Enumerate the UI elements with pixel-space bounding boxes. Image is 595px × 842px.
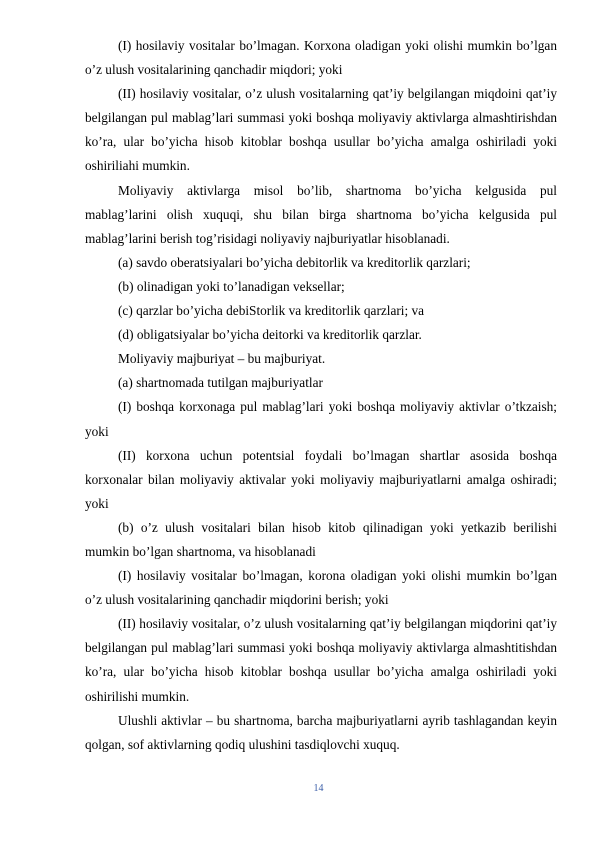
paragraph-12: (b) o’z ulush vositalari bilan hisob kitob qilinadigan yoki yetkazib berilishi mumkin bo’lgan shartnoma, va hisoblanadi bbox=[85, 519, 557, 559]
page-number: 14 bbox=[313, 783, 324, 794]
paragraph-7: (d) obligatsiyalar bo’yicha deitorki va kreditorlik qarzlar. bbox=[118, 327, 422, 343]
paragraph-9: (a) shartnomada tutilgan majburiyatlar bbox=[118, 375, 323, 391]
paragraph-11: (II) korxona uchun potentsial foydali bo’lmagan shartlar asosida boshqa korxonalar bilan moliyaviy aktivalar yoki moliyaviy majburiyatlarni amalga oshiradi; yoki bbox=[85, 447, 557, 511]
paragraph-10: (I) boshqa korxonaga pul mablag’lari yoki boshqa moliyaviy aktivlar o’tkzaish; yoki bbox=[85, 399, 557, 439]
paragraph-5: (b) olinadigan yoki to’lanadigan veksellar; bbox=[118, 278, 345, 294]
paragraph-1: (I) hosilaviy vositalar bo’lmagan. Korxona oladigan yoki olishi mumkin bo’lgan o’z ulush vositalarining qanchadir miqdori; yoki bbox=[85, 38, 557, 78]
paragraph-4: (a) savdo oberatsiyalari bo’yicha debitorlik va kreditorlik qarzlari; bbox=[118, 254, 471, 270]
paragraph-6: (c) qarzlar bo’yicha debiStorlik va kreditorlik qarzlari; va bbox=[118, 303, 425, 319]
paragraph-3: Moliyaviy aktivlarga misol bo’lib, shartnoma bo’yicha kelgusida pul mablag’larini olish xuquqi, shu bilan birga shartnoma bo’yicha kelgusida pul mablag’larini berish tog’risidagi noliyaviy najburiyatlar hisoblanadi. bbox=[85, 182, 557, 246]
paragraph-14: (II) hosilaviy vositalar, o’z ulush vositalarning qat’iy belgilangan miqdorini qat’iy belgilangan pul mablag’lari summasi yoki boshqa moliyaviy aktivlarga almashtitishdan ko’ra, ular bo’yicha hisob kitoblar boshqa usullar bo’yicha amalga oshiriladi yoki oshirilishi mumkin. bbox=[85, 616, 557, 704]
paragraph-13: (I) hosilaviy vositalar bo’lmagan, korona oladigan yoki olishi mumkin bo’lgan o’z ulush vositalarining qanchadir miqdorini berish; yoki bbox=[85, 568, 557, 608]
body-text bbox=[85, 34, 557, 757]
paragraph-2: (II) hosilaviy vositalar, o’z ulush vositalarning qat’iy belgilangan miqdoini qat’iy belgilangan pul mablag’lari summasi yoki boshqa moliyaviy aktivlarga almashtirishdan ko’ra, ular bo’yicha hisob kitoblar boshqa usullar bo’yicha amalga oshiriladi yoki oshiriliahi mumkin. bbox=[85, 86, 557, 174]
paragraph-8: Moliyaviy majburiyat – bu majburiyat. bbox=[118, 351, 326, 367]
paragraph-15: Ulushli aktivlar – bu shartnoma, barcha majburiyatlarni ayrib tashlagandan keyin qolgan, sof aktivlarning qodiq ulushini tasdiqlovchi xuquq. bbox=[85, 712, 557, 752]
